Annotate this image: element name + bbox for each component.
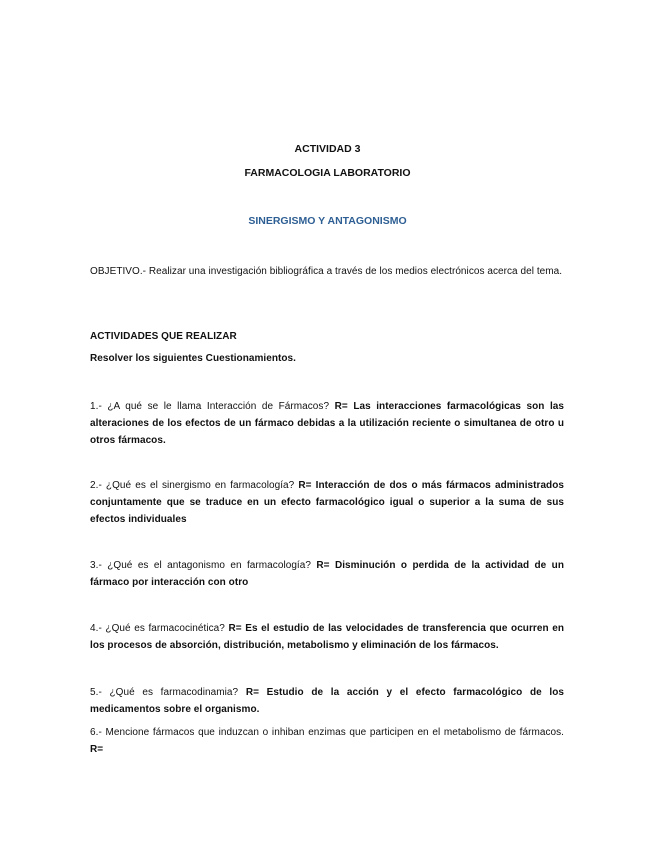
question-4-text: 4.- ¿Qué es farmacocinética? [90, 623, 225, 634]
answer-3-text: R= Disminución o perdida de la actividad de un fármaco por interacción con otro [90, 560, 564, 588]
activities-heading: ACTIVIDADES QUE REALIZAR [90, 331, 237, 342]
question-3-text: 3.- ¿Qué es el antagonismo en farmacología? [90, 560, 311, 571]
question-4 [90, 620, 564, 654]
instruction-text: Resolver los siguientes Cuestionamientos. [90, 353, 296, 364]
question-2 [90, 477, 564, 528]
answer-4-text: R= Es el estudio de las velocidades de transferencia que ocurren en los procesos de absorción, distribución, metabolismo y eliminación de los fármacos. [90, 623, 564, 651]
question-2-text: 2.- ¿Qué es el sinergismo en farmacología? [90, 480, 295, 491]
question-1 [90, 398, 564, 449]
question-5-text: 5.- ¿Qué es farmacodinamia? [90, 687, 239, 698]
activity-title: ACTIVIDAD 3 [294, 143, 361, 155]
question-6 [90, 724, 564, 758]
question-6-text: 6.- Mencione fármacos que induzcan o inhiban enzimas que participen en el metabolismo de fármacos. [90, 727, 564, 738]
answer-5-text: R= Estudio de la acción y el efecto farmacológico de los medicamentos sobre el organismo. [90, 687, 564, 715]
question-1-text: 1.- ¿A qué se le llama Interacción de Fármacos? [90, 401, 330, 412]
question-3 [90, 557, 564, 591]
question-5 [90, 684, 564, 718]
topic-title: SINERGISMO Y ANTAGONISMO [248, 215, 407, 227]
course-title: FARMACOLOGIA LABORATORIO [244, 167, 411, 179]
answer-1-text: R= Las interacciones farmacológicas son las alteraciones de los efectos de un fármaco debidas a la utilización reciente o simultanea de otro u otros fármacos. [90, 401, 564, 446]
answer-2-text: R= Interacción de dos o más fármacos administrados conjuntamente que se traduce en un efecto farmacológico igual o superior a la suma de sus efectos individuales [90, 480, 564, 525]
answer-6-text: R= [90, 744, 104, 755]
objective-paragraph: OBJETIVO.- Realizar una investigación bibliográfica a través de los medios electrónicos acerca del tema. [90, 266, 563, 277]
